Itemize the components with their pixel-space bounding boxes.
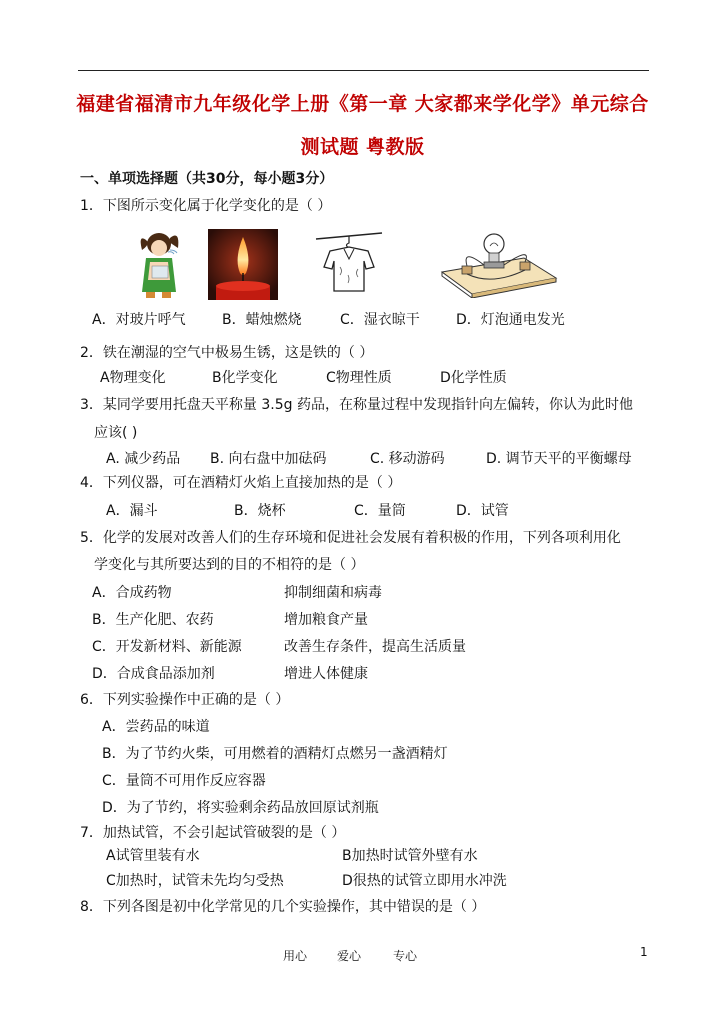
q1-option-b: B．蜡烛燃烧	[222, 312, 302, 328]
q6-option-d: D．为了节约，将实验剩余药品放回原试剂瓶	[102, 800, 379, 816]
question-4-stem: 4．下列仪器，可在酒精灯火焰上直接加热的是（ ）	[80, 475, 402, 491]
q7-option-d: D很热的试管立即用水冲洗	[342, 873, 507, 889]
q5-purpose-a: 抑制细菌和病毒	[284, 585, 382, 601]
footer-word-2: 爱心	[337, 949, 362, 963]
question-8-stem: 8．下列各图是初中化学常见的几个实验操作，其中错误的是（ ）	[80, 899, 486, 915]
question-5-stem: 5．化学的发展对改善人们的生存环境和促进社会发展有着积极的作用，下列各项利用化	[80, 530, 621, 546]
q5-purpose-b: 增加粮食产量	[284, 612, 368, 628]
q7-option-c: C加热时，试管未先均匀受热	[106, 873, 284, 889]
question-7-stem: 7．加热试管，不会引起试管破裂的是（ ）	[80, 825, 346, 841]
q5-option-a: A．合成药物	[92, 585, 172, 601]
question-3-stem: 3．某同学要用托盘天平称量 3.5g 药品，在称量过程中发现指针向左偏转，你认为此时他	[80, 397, 633, 413]
header-rule	[78, 70, 649, 71]
q3-option-b: B. 向右盘中加砝码	[210, 451, 327, 467]
q3-option-a: A. 减少药品	[106, 451, 181, 467]
q5-option-c: C．开发新材料、新能源	[92, 639, 242, 655]
page-number: 1	[640, 945, 648, 959]
q6-option-c: C．量筒不可用作反应容器	[102, 773, 266, 789]
q3-option-d: D. 调节天平的平衡螺母	[486, 451, 632, 467]
question-5-stem-line2: 学变化与其所要达到的目的不相符的是（ ）	[94, 557, 365, 573]
q7-option-a: A试管里装有水	[106, 848, 200, 864]
q5-option-d: D．合成食品添加剂	[92, 666, 215, 682]
q7-option-b: B加热时试管外壁有水	[342, 848, 478, 864]
q1-option-d: D．灯泡通电发光	[456, 312, 565, 328]
page-title: 福建省福清市九年级化学上册《第一章 大家都来学化学》单元综合	[76, 93, 649, 115]
bulb-circuit-icon	[432, 228, 560, 298]
q2-option-d: D化学性质	[440, 370, 507, 386]
q1-option-c: C．湿衣晾干	[340, 312, 420, 328]
shirt-drying-icon	[314, 227, 384, 295]
q5-option-b: B．生产化肥、农药	[92, 612, 214, 628]
q2-option-b: B化学变化	[212, 370, 278, 386]
footer-word-3: 专心	[393, 949, 418, 963]
q6-option-a: A．尝药品的味道	[102, 719, 210, 735]
question-3-stem-line2: 应该( )	[94, 425, 138, 441]
q5-purpose-d: 增进人体健康	[284, 666, 368, 682]
candle-flame-icon	[208, 229, 278, 300]
q5-purpose-c: 改善生存条件，提高生活质量	[284, 639, 466, 655]
footer-word-1: 用心	[283, 949, 308, 963]
question-2-stem: 2．铁在潮湿的空气中极易生锈，这是铁的（ ）	[80, 345, 374, 361]
q1-option-a: A．对玻片呼气	[92, 312, 186, 328]
q4-option-a: A．漏斗	[106, 503, 158, 519]
question-6-stem: 6．下列实验操作中正确的是（ ）	[80, 692, 290, 708]
q4-option-c: C．量筒	[354, 503, 406, 519]
q4-option-d: D．试管	[456, 503, 509, 519]
q2-option-c: C物理性质	[326, 370, 392, 386]
section-heading: 一、单项选择题（共30分，每小题3分）	[80, 171, 334, 187]
q3-option-c: C. 移动游码	[370, 451, 445, 467]
question-1-stem: 1．下图所示变化属于化学变化的是（ ）	[80, 198, 332, 214]
q4-option-b: B．烧杯	[234, 503, 286, 519]
q2-option-a: A物理变化	[100, 370, 166, 386]
q6-option-b: B．为了节约火柴，可用燃着的酒精灯点燃另一盏酒精灯	[102, 746, 448, 762]
girl-blowing-glass-icon	[132, 228, 190, 300]
page-title-line2: 测试题 粤教版	[300, 136, 425, 158]
